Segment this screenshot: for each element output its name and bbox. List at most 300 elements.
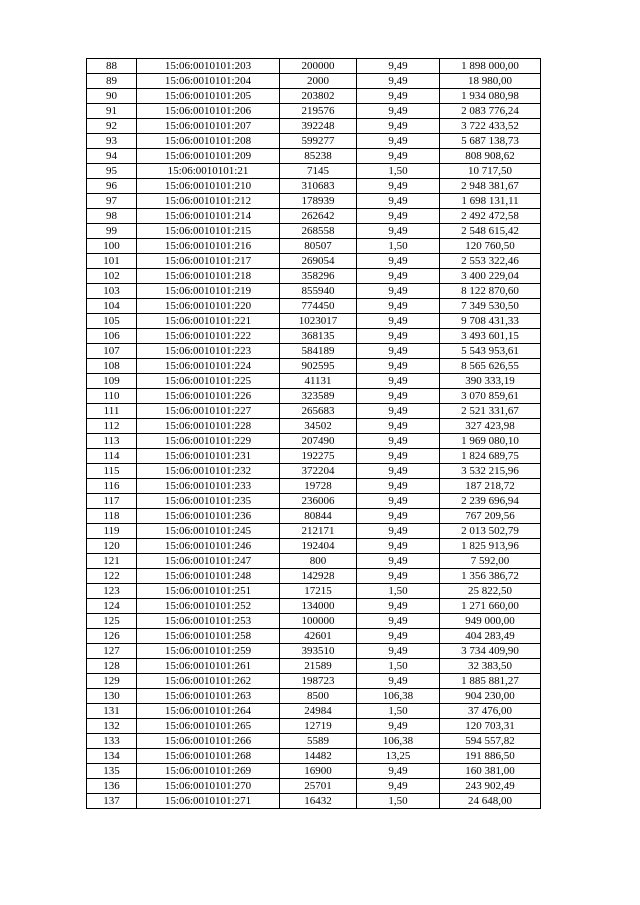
amount-value-cell: 120 760,50 — [440, 239, 541, 254]
amount-value-cell: 7 349 530,50 — [440, 299, 541, 314]
data-table — [86, 58, 541, 809]
row-number-cell: 107 — [87, 344, 137, 359]
table-row — [87, 59, 541, 74]
cadastral-number-cell: 15:06:0010101:262 — [137, 674, 280, 689]
cadastral-number-cell: 15:06:0010101:248 — [137, 569, 280, 584]
cadastral-number-cell: 15:06:0010101:226 — [137, 389, 280, 404]
row-number-cell: 121 — [87, 554, 137, 569]
rate-value-cell: 9,49 — [357, 299, 440, 314]
table-row — [87, 329, 541, 344]
amount-value-cell: 8 565 626,55 — [440, 359, 541, 374]
amount-value-cell: 1 698 131,11 — [440, 194, 541, 209]
rate-value-cell: 9,49 — [357, 74, 440, 89]
row-number-cell: 99 — [87, 224, 137, 239]
rate-value-cell: 1,50 — [357, 584, 440, 599]
table-row — [87, 74, 541, 89]
amount-value-cell: 1 271 660,00 — [440, 599, 541, 614]
amount-value-cell: 191 886,50 — [440, 749, 541, 764]
row-number-cell: 129 — [87, 674, 137, 689]
table-row — [87, 644, 541, 659]
row-number-cell: 96 — [87, 179, 137, 194]
cadastral-number-cell: 15:06:0010101:225 — [137, 374, 280, 389]
table-row — [87, 209, 541, 224]
amount-value-cell: 37 476,00 — [440, 704, 541, 719]
rate-value-cell: 9,49 — [357, 389, 440, 404]
rate-value-cell: 13,25 — [357, 749, 440, 764]
amount-value-cell: 3 734 409,90 — [440, 644, 541, 659]
area-value-cell: 310683 — [280, 179, 357, 194]
table-row — [87, 689, 541, 704]
rate-value-cell: 1,50 — [357, 704, 440, 719]
rate-value-cell: 9,49 — [357, 404, 440, 419]
area-value-cell: 80844 — [280, 509, 357, 524]
amount-value-cell: 949 000,00 — [440, 614, 541, 629]
table-row — [87, 194, 541, 209]
table-row — [87, 119, 541, 134]
area-value-cell: 902595 — [280, 359, 357, 374]
area-value-cell: 1023017 — [280, 314, 357, 329]
table-row — [87, 344, 541, 359]
table-row — [87, 674, 541, 689]
table-row — [87, 794, 541, 809]
area-value-cell: 262642 — [280, 209, 357, 224]
amount-value-cell: 120 703,31 — [440, 719, 541, 734]
row-number-cell: 136 — [87, 779, 137, 794]
amount-value-cell: 5 543 953,61 — [440, 344, 541, 359]
table-row — [87, 434, 541, 449]
table-row — [87, 524, 541, 539]
cadastral-number-cell: 15:06:0010101:251 — [137, 584, 280, 599]
row-number-cell: 118 — [87, 509, 137, 524]
amount-value-cell: 160 381,00 — [440, 764, 541, 779]
area-value-cell: 268558 — [280, 224, 357, 239]
cadastral-number-cell: 15:06:0010101:263 — [137, 689, 280, 704]
row-number-cell: 105 — [87, 314, 137, 329]
rate-value-cell: 9,49 — [357, 329, 440, 344]
cadastral-number-cell: 15:06:0010101:235 — [137, 494, 280, 509]
row-number-cell: 100 — [87, 239, 137, 254]
amount-value-cell: 7 592,00 — [440, 554, 541, 569]
table-row — [87, 749, 541, 764]
row-number-cell: 89 — [87, 74, 137, 89]
area-value-cell: 80507 — [280, 239, 357, 254]
rate-value-cell: 9,49 — [357, 119, 440, 134]
cadastral-number-cell: 15:06:0010101:205 — [137, 89, 280, 104]
amount-value-cell: 2 013 502,79 — [440, 524, 541, 539]
table-row — [87, 464, 541, 479]
amount-value-cell: 1 356 386,72 — [440, 569, 541, 584]
amount-value-cell: 24 648,00 — [440, 794, 541, 809]
row-number-cell: 110 — [87, 389, 137, 404]
area-value-cell: 8500 — [280, 689, 357, 704]
area-value-cell: 16432 — [280, 794, 357, 809]
area-value-cell: 393510 — [280, 644, 357, 659]
area-value-cell: 368135 — [280, 329, 357, 344]
area-value-cell: 25701 — [280, 779, 357, 794]
cadastral-number-cell: 15:06:0010101:232 — [137, 464, 280, 479]
rate-value-cell: 9,49 — [357, 464, 440, 479]
cadastral-number-cell: 15:06:0010101:222 — [137, 329, 280, 344]
cadastral-number-cell: 15:06:0010101:220 — [137, 299, 280, 314]
area-value-cell: 85238 — [280, 149, 357, 164]
area-value-cell: 212171 — [280, 524, 357, 539]
amount-value-cell: 8 122 870,60 — [440, 284, 541, 299]
table-row — [87, 284, 541, 299]
rate-value-cell: 9,49 — [357, 644, 440, 659]
area-value-cell: 392248 — [280, 119, 357, 134]
area-value-cell: 200000 — [280, 59, 357, 74]
row-number-cell: 101 — [87, 254, 137, 269]
cadastral-number-cell: 15:06:0010101:231 — [137, 449, 280, 464]
area-value-cell: 323589 — [280, 389, 357, 404]
area-value-cell: 100000 — [280, 614, 357, 629]
row-number-cell: 98 — [87, 209, 137, 224]
rate-value-cell: 1,50 — [357, 164, 440, 179]
amount-value-cell: 32 383,50 — [440, 659, 541, 674]
table-row — [87, 449, 541, 464]
area-value-cell: 134000 — [280, 599, 357, 614]
row-number-cell: 135 — [87, 764, 137, 779]
area-value-cell: 21589 — [280, 659, 357, 674]
table-row — [87, 764, 541, 779]
table-row — [87, 254, 541, 269]
table-row — [87, 164, 541, 179]
amount-value-cell: 1 969 080,10 — [440, 434, 541, 449]
rate-value-cell: 9,49 — [357, 284, 440, 299]
amount-value-cell: 1 824 689,75 — [440, 449, 541, 464]
row-number-cell: 91 — [87, 104, 137, 119]
rate-value-cell: 9,49 — [357, 719, 440, 734]
area-value-cell: 192404 — [280, 539, 357, 554]
area-value-cell: 2000 — [280, 74, 357, 89]
amount-value-cell: 2 521 331,67 — [440, 404, 541, 419]
amount-value-cell: 1 825 913,96 — [440, 539, 541, 554]
row-number-cell: 130 — [87, 689, 137, 704]
row-number-cell: 106 — [87, 329, 137, 344]
cadastral-number-cell: 15:06:0010101:228 — [137, 419, 280, 434]
row-number-cell: 102 — [87, 269, 137, 284]
cadastral-number-cell: 15:06:0010101:236 — [137, 509, 280, 524]
rate-value-cell: 9,49 — [357, 494, 440, 509]
table-row — [87, 269, 541, 284]
rate-value-cell: 9,49 — [357, 434, 440, 449]
area-value-cell: 34502 — [280, 419, 357, 434]
table-row — [87, 149, 541, 164]
rate-value-cell: 9,49 — [357, 359, 440, 374]
row-number-cell: 90 — [87, 89, 137, 104]
row-number-cell: 103 — [87, 284, 137, 299]
rate-value-cell: 9,49 — [357, 479, 440, 494]
area-value-cell: 24984 — [280, 704, 357, 719]
amount-value-cell: 3 493 601,15 — [440, 329, 541, 344]
area-value-cell: 372204 — [280, 464, 357, 479]
row-number-cell: 88 — [87, 59, 137, 74]
row-number-cell: 94 — [87, 149, 137, 164]
cadastral-number-cell: 15:06:0010101:261 — [137, 659, 280, 674]
row-number-cell: 132 — [87, 719, 137, 734]
amount-value-cell: 327 423,98 — [440, 419, 541, 434]
amount-value-cell: 2 553 322,46 — [440, 254, 541, 269]
row-number-cell: 137 — [87, 794, 137, 809]
cadastral-number-cell: 15:06:0010101:246 — [137, 539, 280, 554]
row-number-cell: 127 — [87, 644, 137, 659]
row-number-cell: 134 — [87, 749, 137, 764]
cadastral-number-cell: 15:06:0010101:264 — [137, 704, 280, 719]
amount-value-cell: 2 239 696,94 — [440, 494, 541, 509]
area-value-cell: 7145 — [280, 164, 357, 179]
rate-value-cell: 9,49 — [357, 254, 440, 269]
rate-value-cell: 1,50 — [357, 239, 440, 254]
rate-value-cell: 9,49 — [357, 314, 440, 329]
row-number-cell: 116 — [87, 479, 137, 494]
amount-value-cell: 2 083 776,24 — [440, 104, 541, 119]
table-row — [87, 509, 541, 524]
rate-value-cell: 9,49 — [357, 674, 440, 689]
amount-value-cell: 767 209,56 — [440, 509, 541, 524]
table-row — [87, 224, 541, 239]
cadastral-number-cell: 15:06:0010101:268 — [137, 749, 280, 764]
area-value-cell: 142928 — [280, 569, 357, 584]
amount-value-cell: 390 333,19 — [440, 374, 541, 389]
cadastral-number-cell: 15:06:0010101:210 — [137, 179, 280, 194]
cadastral-number-cell: 15:06:0010101:206 — [137, 104, 280, 119]
cadastral-number-cell: 15:06:0010101:271 — [137, 794, 280, 809]
cadastral-number-cell: 15:06:0010101:224 — [137, 359, 280, 374]
table-row — [87, 569, 541, 584]
cadastral-number-cell: 15:06:0010101:215 — [137, 224, 280, 239]
amount-value-cell: 9 708 431,33 — [440, 314, 541, 329]
cadastral-number-cell: 15:06:0010101:221 — [137, 314, 280, 329]
rate-value-cell: 106,38 — [357, 734, 440, 749]
rate-value-cell: 9,49 — [357, 419, 440, 434]
rate-value-cell: 9,49 — [357, 779, 440, 794]
row-number-cell: 113 — [87, 434, 137, 449]
rate-value-cell: 9,49 — [357, 449, 440, 464]
area-value-cell: 265683 — [280, 404, 357, 419]
cadastral-number-cell: 15:06:0010101:227 — [137, 404, 280, 419]
table-row — [87, 584, 541, 599]
area-value-cell: 855940 — [280, 284, 357, 299]
area-value-cell: 16900 — [280, 764, 357, 779]
row-number-cell: 120 — [87, 539, 137, 554]
area-value-cell: 800 — [280, 554, 357, 569]
rate-value-cell: 9,49 — [357, 629, 440, 644]
cadastral-number-cell: 15:06:0010101:245 — [137, 524, 280, 539]
area-value-cell: 774450 — [280, 299, 357, 314]
amount-value-cell: 3 400 229,04 — [440, 269, 541, 284]
cadastral-number-cell: 15:06:0010101:247 — [137, 554, 280, 569]
cadastral-number-cell: 15:06:0010101:203 — [137, 59, 280, 74]
table-row — [87, 479, 541, 494]
area-value-cell: 41131 — [280, 374, 357, 389]
table-row — [87, 104, 541, 119]
rate-value-cell: 9,49 — [357, 374, 440, 389]
area-value-cell: 19728 — [280, 479, 357, 494]
area-value-cell: 584189 — [280, 344, 357, 359]
cadastral-number-cell: 15:06:0010101:266 — [137, 734, 280, 749]
row-number-cell: 92 — [87, 119, 137, 134]
area-value-cell: 14482 — [280, 749, 357, 764]
table-row — [87, 734, 541, 749]
cadastral-number-cell: 15:06:0010101:269 — [137, 764, 280, 779]
table-row — [87, 389, 541, 404]
row-number-cell: 124 — [87, 599, 137, 614]
cadastral-number-cell: 15:06:0010101:233 — [137, 479, 280, 494]
rate-value-cell: 9,49 — [357, 209, 440, 224]
row-number-cell: 93 — [87, 134, 137, 149]
row-number-cell: 95 — [87, 164, 137, 179]
table-row — [87, 374, 541, 389]
area-value-cell: 5589 — [280, 734, 357, 749]
cadastral-number-cell: 15:06:0010101:258 — [137, 629, 280, 644]
table-row — [87, 614, 541, 629]
table-row — [87, 89, 541, 104]
rate-value-cell: 1,50 — [357, 794, 440, 809]
amount-value-cell: 18 980,00 — [440, 74, 541, 89]
rate-value-cell: 9,49 — [357, 539, 440, 554]
area-value-cell: 178939 — [280, 194, 357, 209]
cadastral-number-cell: 15:06:0010101:212 — [137, 194, 280, 209]
cadastral-number-cell: 15:06:0010101:217 — [137, 254, 280, 269]
amount-value-cell: 3 722 433,52 — [440, 119, 541, 134]
cadastral-number-cell: 15:06:0010101:252 — [137, 599, 280, 614]
amount-value-cell: 594 557,82 — [440, 734, 541, 749]
cadastral-number-cell: 15:06:0010101:253 — [137, 614, 280, 629]
area-value-cell: 599277 — [280, 134, 357, 149]
cadastral-number-cell: 15:06:0010101:21 — [137, 164, 280, 179]
area-value-cell: 12719 — [280, 719, 357, 734]
rate-value-cell: 9,49 — [357, 599, 440, 614]
rate-value-cell: 9,49 — [357, 104, 440, 119]
row-number-cell: 114 — [87, 449, 137, 464]
rate-value-cell: 9,49 — [357, 224, 440, 239]
table-row — [87, 239, 541, 254]
amount-value-cell: 187 218,72 — [440, 479, 541, 494]
amount-value-cell: 2 548 615,42 — [440, 224, 541, 239]
rate-value-cell: 9,49 — [357, 614, 440, 629]
rate-value-cell: 1,50 — [357, 659, 440, 674]
table-row — [87, 554, 541, 569]
rate-value-cell: 9,49 — [357, 59, 440, 74]
cadastral-number-cell: 15:06:0010101:229 — [137, 434, 280, 449]
cadastral-number-cell: 15:06:0010101:208 — [137, 134, 280, 149]
row-number-cell: 115 — [87, 464, 137, 479]
row-number-cell: 122 — [87, 569, 137, 584]
row-number-cell: 104 — [87, 299, 137, 314]
amount-value-cell: 25 822,50 — [440, 584, 541, 599]
row-number-cell: 133 — [87, 734, 137, 749]
cadastral-number-cell: 15:06:0010101:259 — [137, 644, 280, 659]
table-row — [87, 494, 541, 509]
cadastral-number-cell: 15:06:0010101:223 — [137, 344, 280, 359]
row-number-cell: 131 — [87, 704, 137, 719]
area-value-cell: 203802 — [280, 89, 357, 104]
rate-value-cell: 9,49 — [357, 344, 440, 359]
rate-value-cell: 9,49 — [357, 269, 440, 284]
area-value-cell: 358296 — [280, 269, 357, 284]
amount-value-cell: 1 934 080,98 — [440, 89, 541, 104]
table-row — [87, 539, 541, 554]
row-number-cell: 123 — [87, 584, 137, 599]
amount-value-cell: 10 717,50 — [440, 164, 541, 179]
rate-value-cell: 9,49 — [357, 149, 440, 164]
table-row — [87, 659, 541, 674]
area-value-cell: 207490 — [280, 434, 357, 449]
rate-value-cell: 9,49 — [357, 509, 440, 524]
table-row — [87, 134, 541, 149]
cadastral-number-cell: 15:06:0010101:214 — [137, 209, 280, 224]
cadastral-number-cell: 15:06:0010101:265 — [137, 719, 280, 734]
amount-value-cell: 2 492 472,58 — [440, 209, 541, 224]
rate-value-cell: 106,38 — [357, 689, 440, 704]
table-row — [87, 314, 541, 329]
table-row — [87, 599, 541, 614]
row-number-cell: 108 — [87, 359, 137, 374]
area-value-cell: 192275 — [280, 449, 357, 464]
row-number-cell: 109 — [87, 374, 137, 389]
rate-value-cell: 9,49 — [357, 764, 440, 779]
area-value-cell: 198723 — [280, 674, 357, 689]
table-row — [87, 719, 541, 734]
rate-value-cell: 9,49 — [357, 89, 440, 104]
area-value-cell: 219576 — [280, 104, 357, 119]
amount-value-cell: 2 948 381,67 — [440, 179, 541, 194]
row-number-cell: 126 — [87, 629, 137, 644]
rate-value-cell: 9,49 — [357, 194, 440, 209]
amount-value-cell: 404 283,49 — [440, 629, 541, 644]
rate-value-cell: 9,49 — [357, 569, 440, 584]
table-row — [87, 704, 541, 719]
amount-value-cell: 1 898 000,00 — [440, 59, 541, 74]
row-number-cell: 111 — [87, 404, 137, 419]
cadastral-number-cell: 15:06:0010101:218 — [137, 269, 280, 284]
row-number-cell: 128 — [87, 659, 137, 674]
amount-value-cell: 1 885 881,27 — [440, 674, 541, 689]
table-row — [87, 404, 541, 419]
area-value-cell: 236006 — [280, 494, 357, 509]
table-row — [87, 179, 541, 194]
row-number-cell: 125 — [87, 614, 137, 629]
cadastral-number-cell: 15:06:0010101:209 — [137, 149, 280, 164]
table-row — [87, 419, 541, 434]
rate-value-cell: 9,49 — [357, 134, 440, 149]
row-number-cell: 119 — [87, 524, 137, 539]
table-row — [87, 359, 541, 374]
amount-value-cell: 904 230,00 — [440, 689, 541, 704]
table-body — [87, 59, 541, 809]
amount-value-cell: 3 070 859,61 — [440, 389, 541, 404]
amount-value-cell: 5 687 138,73 — [440, 134, 541, 149]
table-row — [87, 629, 541, 644]
rate-value-cell: 9,49 — [357, 524, 440, 539]
rate-value-cell: 9,49 — [357, 179, 440, 194]
area-value-cell: 17215 — [280, 584, 357, 599]
table-row — [87, 779, 541, 794]
rate-value-cell: 9,49 — [357, 554, 440, 569]
row-number-cell: 117 — [87, 494, 137, 509]
cadastral-number-cell: 15:06:0010101:219 — [137, 284, 280, 299]
table-row — [87, 299, 541, 314]
row-number-cell: 97 — [87, 194, 137, 209]
cadastral-number-cell: 15:06:0010101:270 — [137, 779, 280, 794]
row-number-cell: 112 — [87, 419, 137, 434]
cadastral-number-cell: 15:06:0010101:216 — [137, 239, 280, 254]
amount-value-cell: 3 532 215,96 — [440, 464, 541, 479]
cadastral-number-cell: 15:06:0010101:204 — [137, 74, 280, 89]
amount-value-cell: 808 908,62 — [440, 149, 541, 164]
amount-value-cell: 243 902,49 — [440, 779, 541, 794]
area-value-cell: 269054 — [280, 254, 357, 269]
